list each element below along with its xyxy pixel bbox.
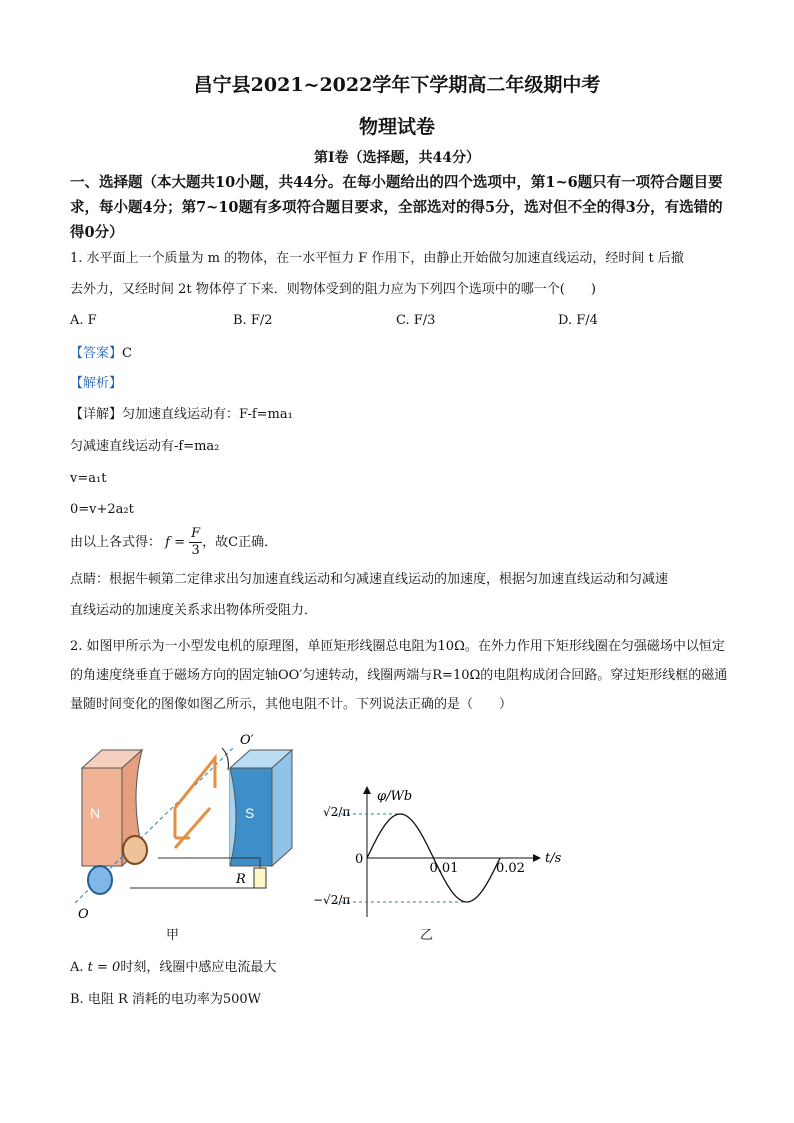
tick-0.02: 0.02 — [496, 861, 525, 876]
x-axis-label: t/s — [545, 851, 562, 866]
q2-option-a-text: 时刻，线圈中感应电流最大 — [120, 960, 277, 975]
fraction-denominator: 3 — [191, 543, 200, 558]
detail-equation-1: 匀加速直线运动有：F-f=ma₁ — [122, 407, 293, 422]
s-magnet-side — [272, 750, 292, 866]
exam-subtitle: 物理试卷 — [358, 116, 435, 138]
q1-answer — [70, 344, 730, 364]
q1-stem-line2: 去外力，又经时间 2t 物体停了下来．则物体受到的阻力应为下列四个选项中的哪一个( ) — [70, 282, 596, 297]
slip-ring-1 — [123, 836, 147, 864]
q1-stem-line1: 1. 水平面上一个质量为 m 的物体，在一水平恒力 F 作用下，由静止开始做匀加速直线运动，经时间 t 后撤 — [70, 251, 684, 266]
generator-diagram — [60, 728, 300, 928]
rotation-arrow — [222, 748, 228, 770]
q2-option-b: B. 电阻 R 消耗的电功率为500W — [70, 992, 262, 1007]
coil-loop — [175, 758, 215, 848]
answer-label: 【答案】 — [70, 346, 123, 361]
answer-value: C — [122, 346, 132, 361]
figure-left-caption: 甲 — [166, 928, 180, 943]
conclusion-prefix: 由以上各式得： — [70, 535, 162, 550]
ymax-label: √2/π — [323, 805, 351, 819]
detail-label: 【详解】 — [70, 407, 123, 422]
detail-equation-4: 0=v+2a₂t — [70, 502, 134, 517]
n-label: N — [90, 805, 101, 821]
axis-top-label: O′ — [240, 733, 254, 748]
q1-option-b: B. F/2 — [233, 313, 273, 328]
figure-right-caption: 乙 — [420, 928, 434, 943]
exam-title: 昌宁县2021~2022学年下学期高二年级期中考 — [193, 74, 601, 96]
conclusion-variable: f = — [165, 535, 185, 550]
slip-ring-2 — [88, 866, 112, 894]
axis-bottom-label: O — [78, 907, 89, 922]
y-axis-arrow — [363, 786, 371, 794]
x-axis-arrow — [533, 854, 541, 862]
detail-equation-3: v=a₁t — [70, 471, 107, 486]
ymin-label: −√2/π — [313, 893, 351, 907]
q2-option-a-label: A. — [70, 960, 84, 975]
fraction-f-over-3 — [189, 526, 202, 559]
q1-option-a: A. F — [70, 313, 97, 328]
y-axis-label: φ/Wb — [377, 789, 413, 804]
q1-option-d: D. F/4 — [558, 313, 598, 328]
q1-option-c: C. F/3 — [396, 313, 436, 328]
origin-label: 0 — [355, 852, 364, 867]
flux-chart — [313, 782, 575, 932]
resistor — [254, 868, 266, 888]
tick-0.01: 0.01 — [429, 861, 459, 876]
s-label: S — [245, 805, 255, 821]
q2-stem: 2. 如图甲所示为一小型发电机的原理图，单匝矩形线圈总电阻为10Ω。在外力作用下矩形线圈在匀强磁场中以恒定的角速度绕垂直于磁场方向的固定轴OO′匀速转动，线圈两端与R=10Ω的电阻构成闭合回路。穿过矩形线框的磁通量随时间变化的图像如图乙所示，其他电阻不计。下列说法正确的是（ ） — [70, 639, 728, 712]
q2-option-a-math: t = 0 — [87, 960, 121, 975]
fraction-numerator: F — [191, 526, 201, 541]
q2-option-a — [70, 958, 730, 978]
q1-detail — [70, 405, 730, 425]
section-instructions: 一、选择题（本大题共10小题，共44分。在每小题给出的四个选项中，第1~6题只有一项符合题目要求，每小题4分；第7~10题有多项符合题目要求，全部选对的得5分，选对但不全的得3分，有选错的得0分） — [70, 174, 723, 241]
resistor-label: R — [236, 872, 246, 887]
q1-conclusion — [70, 526, 730, 559]
analysis-label: 【解析】 — [70, 376, 123, 391]
conclusion-suffix: ，故C正确． — [202, 535, 278, 550]
n-magnet-side — [82, 768, 122, 866]
hint-line1: 点睛：根据牛顿第二定律求出匀加速直线运动和匀减速直线运动的加速度，根据匀加速直线运动和匀减速 — [70, 572, 669, 587]
hint-line2: 直线运动的加速度关系求出物体所受阻力． — [70, 603, 318, 618]
detail-equation-2: 匀减速直线运动有-f=ma₂ — [70, 439, 220, 454]
section-heading: 第Ⅰ卷（选择题，共44分） — [313, 150, 481, 166]
